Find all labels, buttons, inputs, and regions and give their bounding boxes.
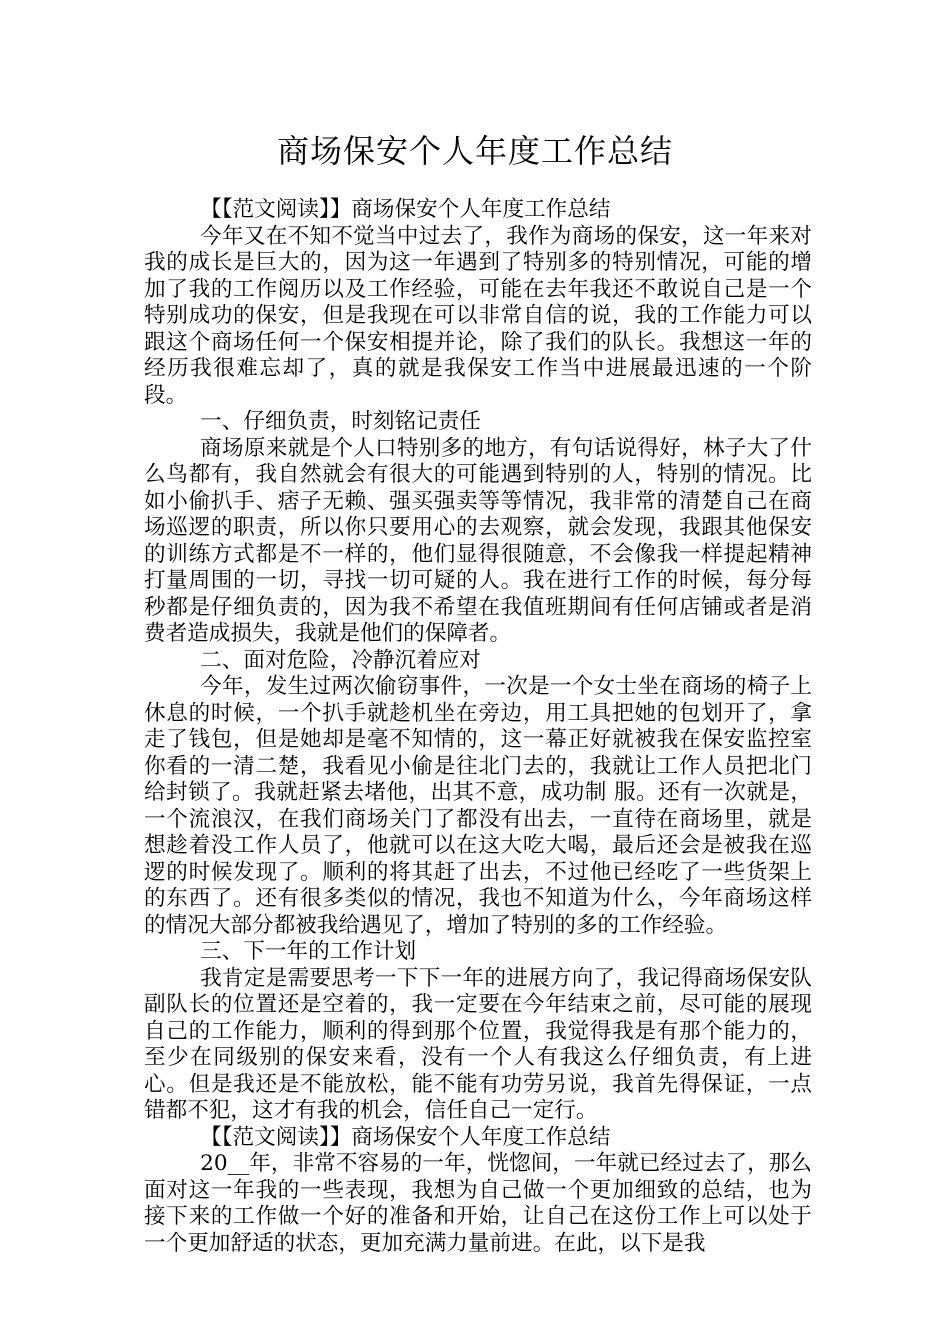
section-heading-1: 一、仔细负责，时刻铭记责任 [200, 409, 481, 434]
paragraph-heading-fanwen-2: 【【范文阅读】】商场保安个人年度工作总结 [200, 1124, 611, 1150]
paragraph-second-summary: 20__年，非常不容易的一年，恍惚间，一年就已经过去了，那么面对这一年我的一些表现，我想为自己做一个更加细致的总结，也为接下来的工作做一个好的准备和开始，让自己在这份工作上可以处于一个更加舒适的状态，更加充满力量前进。在此，以下是我 [144, 1151, 812, 1256]
paragraph-section-2: 今年，发生过两次偷窃事件，一次是一个女士坐在商场的椅子上休息的时候，一个扒手就趁机坐在旁边，用工具把她的包划开了，拿走了钱包，但是她却是毫不知情的，这一幕正好就被我在保安监控室你看的一清二楚，我看见小偷是往北门去的，我就让工作人员把北门给封锁了。我就赶紧去堵他，出其不意，成功制 服。还有一次就是，一个流浪汉，在我们商场关门了都没有出去，一直待在商场里，就是想趁着没工作人员了，他就可以在这大吃大喝，最后还会是被我在巡逻的时候发现了。顺利的将其赶了出去，不过他已经吃了一些货架上的东西了。还有很多类似的情况，我也不知道为什么，今年商场这样的情况大部分都被我给遇见了，增加了特别的多的工作经验。 [144, 674, 812, 938]
section-heading-3: 三、下一年的工作计划 [200, 939, 417, 964]
document-body [144, 197, 812, 1257]
paragraph-section-3: 我肯定是需要思考一下下一年的进展方向了，我记得商场保安队副队长的位置还是空着的，我一定要在今年结束之前，尽可能的展现自己的工作能力，顺利的得到那个位置，我觉得我是有那个能力的，至少在同级别的保安来看，没有一个人有我这么仔细负责，有上进心。但是我还是不能放松，能不能有功劳另说，我首先得保证，一点错都不犯，这才有我的机会，信任自己一定行。 [144, 965, 812, 1123]
section-heading-2: 二、面对危险，冷静沉着应对 [200, 647, 481, 673]
paragraph-heading-fanwen: 【【范文阅读】】商场保安个人年度工作总结 [200, 197, 611, 222]
paragraph-section-1: 商场原来就是个人口特别多的地方，有句话说得好，林子大了什么鸟都有，我自然就会有很大的可能遇到特别的人，特别的情况。比如小偷扒手、痞子无赖、强买强卖等等情况，我非常的清楚自己在商场巡逻的职责，所以你只要用心的去观察，就会发现，我跟其他保安的训练方式都是不一样的，他们显得很随意，不会像我一样提起精神打量周围的一切，寻找一切可疑的人。我在进行工作的时候，每分每秒都是仔细负责的，因为我不希望在我值班期间有任何店铺或者是消费者造成损失，我就是他们的保障者。 [144, 435, 812, 646]
document-title: 商场保安个人年度工作总结 [276, 132, 673, 170]
paragraph-intro: 今年又在不知不觉当中过去了，我作为商场的保安，这一年来对我的成长是巨大的，因为这一年遇到了特别多的特别情况，可能的增加了我的工作阅历以及工作经验，可能在去年我还不敢说自己是一个特别成功的保安，但是我现在可以非常自信的说，我的工作能力可以跟这个商场任何一个保安相提并论，除了我们的队长。我想这一年的经历我很难忘却了，真的就是我保安工作当中进展最迅速的一个阶段。 [144, 223, 812, 408]
